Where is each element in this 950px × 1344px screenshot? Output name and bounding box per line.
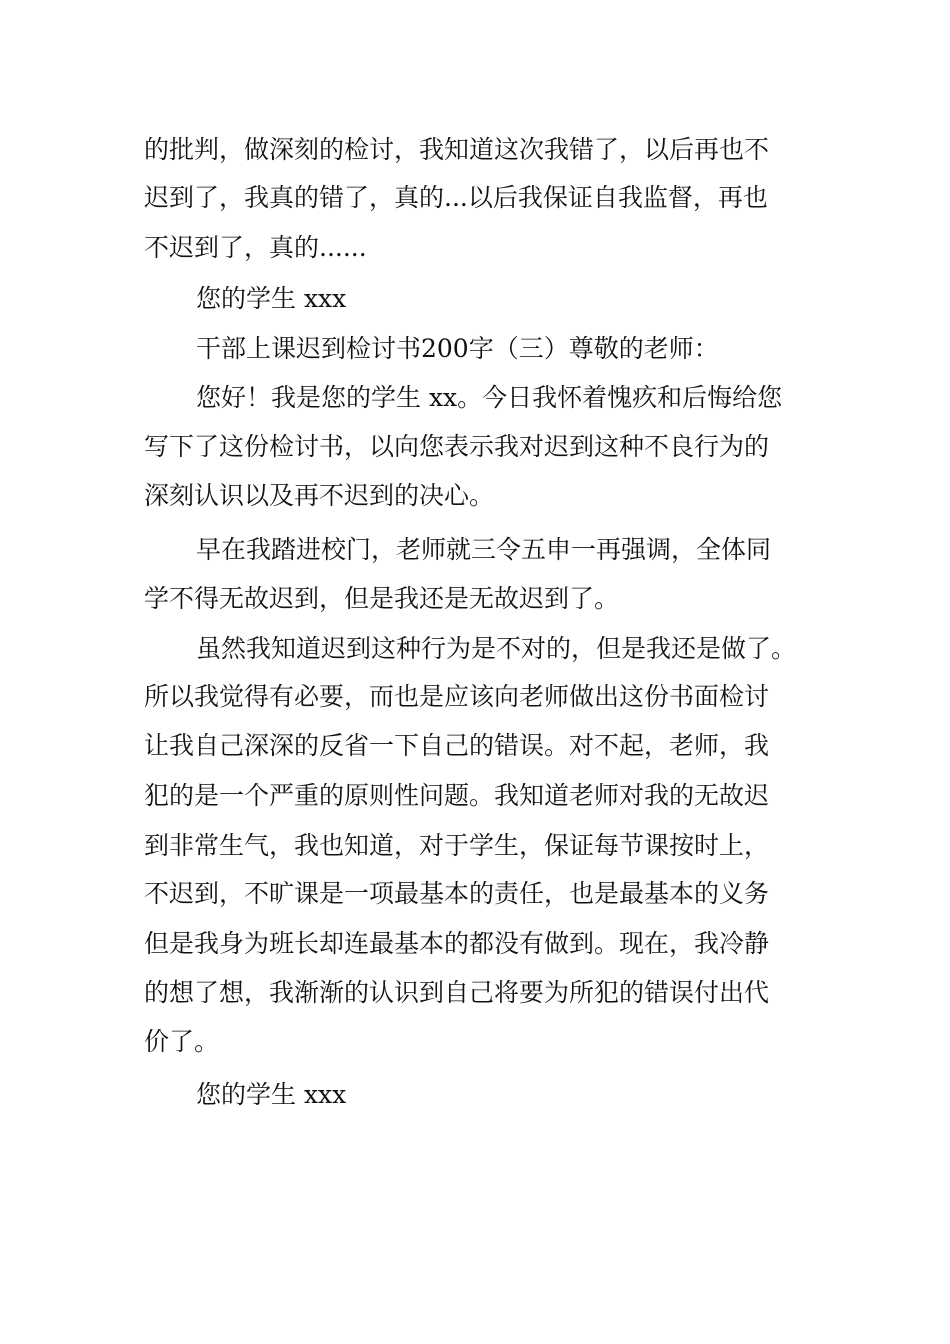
signature-line: 您的学生 xxx: [196, 1080, 347, 1109]
text-line: 的批判，做深刻的检讨，我知道这次我错了，以后再也不: [144, 135, 770, 164]
text-line: 到非常生气，我也知道，对于学生，保证每节课按时上，: [144, 831, 770, 860]
text-line: 所以我觉得有必要，而也是应该向老师做出这份书面检讨: [144, 682, 770, 711]
text-line: 让我自己深深的反省一下自己的错误。对不起，老师，我: [144, 731, 770, 760]
text-line: 不迟到了，真的......: [144, 233, 367, 262]
text-line: 迟到了，我真的错了，真的...以后我保证自我监督，再也: [144, 183, 768, 212]
text-line: 犯的是一个严重的原则性问题。我知道老师对我的无故迟: [144, 781, 770, 810]
text-line: 您好！我是您的学生 xx。今日我怀着愧疚和后悔给您: [196, 383, 783, 412]
text-line: 的想了想，我渐渐的认识到自己将要为所犯的错误付出代: [144, 978, 770, 1007]
text-line: 深刻认识以及再不迟到的决心。: [144, 481, 495, 510]
text-line: 虽然我知道迟到这种行为是不对的，但是我还是做了。: [196, 634, 797, 663]
text-line: 写下了这份检讨书，以向您表示我对迟到这种不良行为的: [144, 432, 770, 461]
text-line: 不迟到，不旷课是一项最基本的责任，也是最基本的义务: [144, 879, 770, 908]
text-line: 学不得无故迟到，但是我还是无故迟到了。: [144, 584, 620, 613]
text-line: 早在我踏进校门，老师就三令五申一再强调，全体同: [196, 535, 772, 564]
text-line: 价了。: [144, 1027, 220, 1056]
signature-line: 您的学生 xxx: [196, 284, 347, 313]
section-heading: 干部上课迟到检讨书200字（三）尊敬的老师：: [196, 334, 719, 363]
text-line: 但是我身为班长却连最基本的都没有做到。现在，我冷静: [144, 929, 770, 958]
